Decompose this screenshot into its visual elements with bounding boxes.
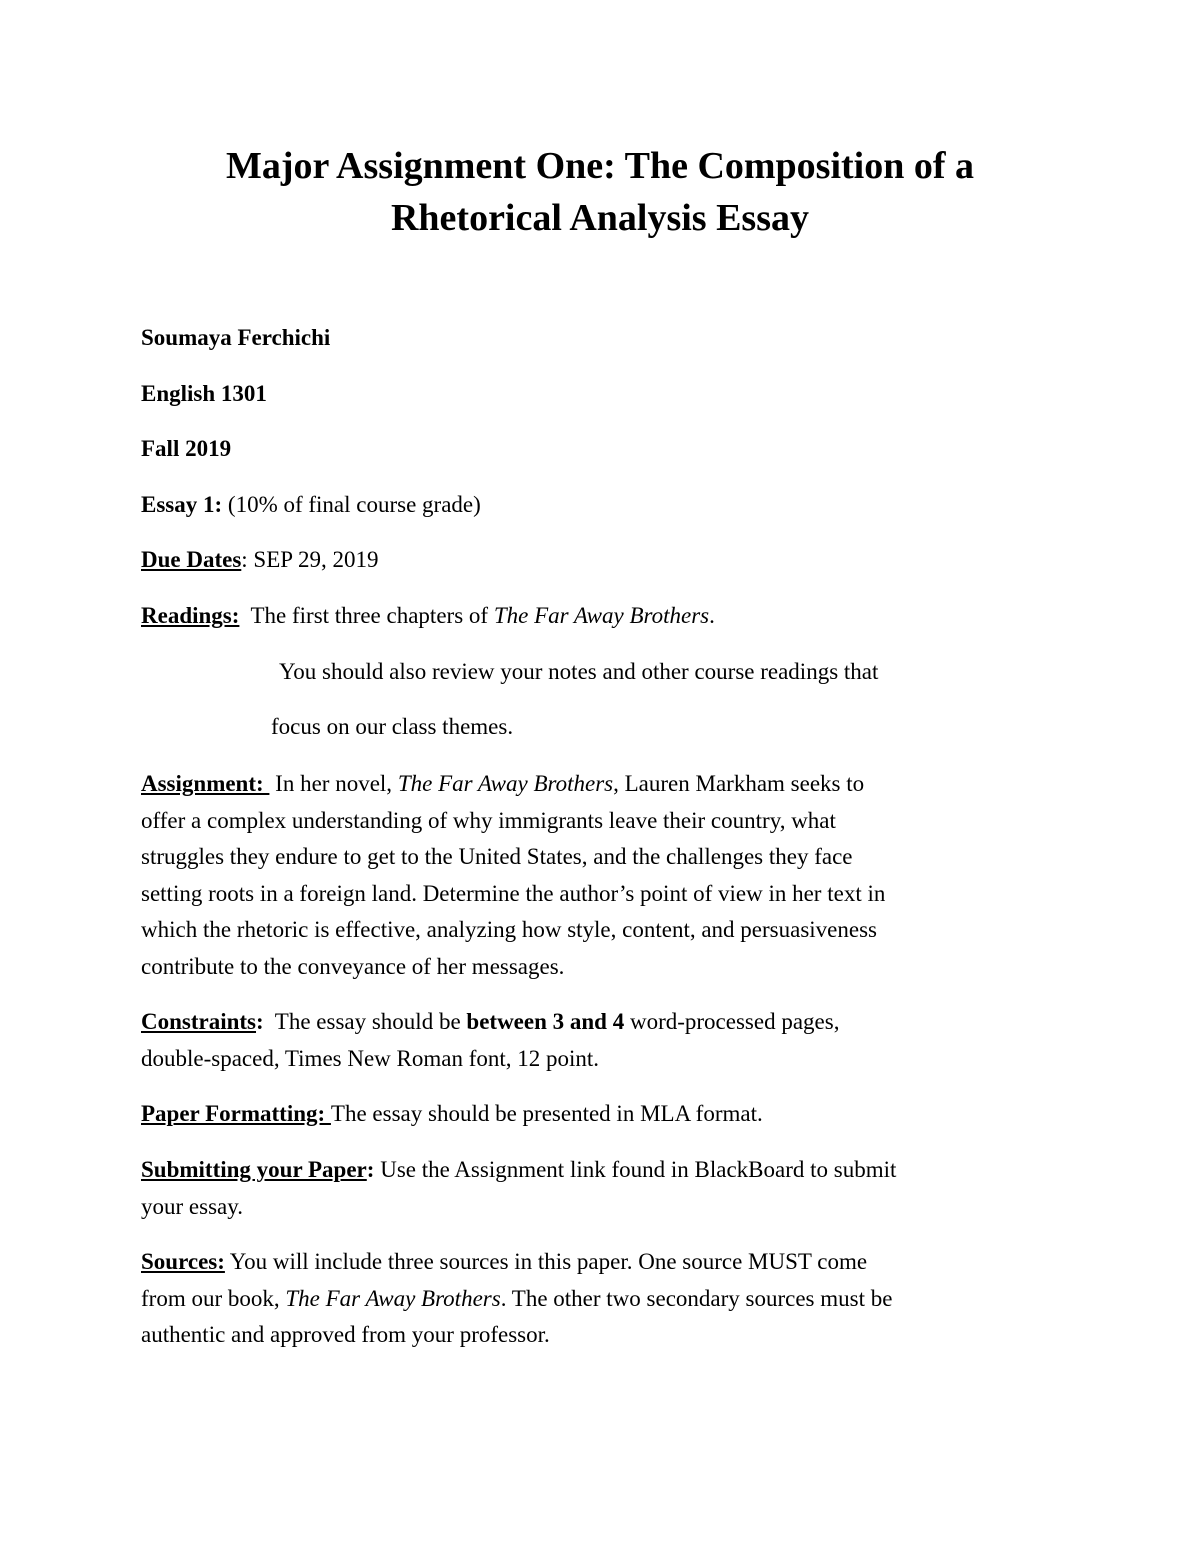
assignment-book-title: The Far Away Brothers xyxy=(397,771,614,796)
due-dates xyxy=(141,542,378,578)
readings-book-title: The Far Away Brothers xyxy=(493,603,710,628)
essay-weight: (10% of final course grade) xyxy=(222,492,481,517)
submitting-line-2: your essay. xyxy=(141,1193,243,1219)
title-line-2: Rhetorical Analysis Essay xyxy=(390,197,810,239)
formatting-label: Paper Formatting: xyxy=(141,1101,331,1126)
submitting-line-1 xyxy=(141,1152,1071,1189)
assignment-line-2: offer a complex understanding of why immigrants leave their country, what xyxy=(141,807,836,833)
constraints-line-1 xyxy=(141,1004,1071,1041)
constraints-text: The essay should be xyxy=(263,1009,467,1034)
assignment-line-5: which the rhetoric is effective, analyzing how style, content, and persuasiveness xyxy=(141,917,877,942)
assignment-line-6: contribute to the conveyance of her messages. xyxy=(141,953,565,979)
course-name: English 1301 xyxy=(141,381,267,406)
constraints-line-2: double-spaced, Times New Roman font, 12 point. xyxy=(141,1045,600,1071)
sources-line-2 xyxy=(141,1281,1071,1318)
readings-text: The first three chapters of xyxy=(239,603,494,628)
sources-book-title: The Far Away Brothers xyxy=(285,1285,501,1311)
assignment-text-end: , Lauren Markham seeks to xyxy=(613,771,865,796)
sources-label: Sources: xyxy=(141,1249,225,1274)
readings-note-line-1: You should also review your notes and other course readings that xyxy=(279,659,879,684)
due-value: : SEP 29, 2019 xyxy=(241,547,379,572)
readings-note-line-2: focus on our class themes. xyxy=(271,714,514,739)
constraints-label: Constraints xyxy=(141,1009,257,1034)
sources-line-1 xyxy=(141,1244,1071,1281)
assignment-line-4: setting roots in a foreign land. Determine the author’s point of view in her text in xyxy=(141,880,886,906)
readings-label: Readings: xyxy=(141,603,240,628)
assignment-line-1 xyxy=(141,766,1071,803)
sources-text-2: from our book, xyxy=(141,1285,286,1311)
sources-paragraph xyxy=(141,1244,1071,1354)
term: Fall 2019 xyxy=(141,436,232,461)
submitting-text: Use the Assignment link found in BlackBoard to submit xyxy=(374,1157,897,1182)
assignment-line-3: struggles they endure to get to the United States, and the challenges they face xyxy=(141,844,853,869)
readings-period: . xyxy=(709,603,715,628)
assignment-paragraph xyxy=(141,766,1071,985)
constraints-colon: : xyxy=(256,1009,264,1034)
document-title xyxy=(100,140,1100,244)
submitting-label: Submitting your Paper xyxy=(141,1157,367,1182)
assignment-text: In her novel, xyxy=(269,771,398,796)
due-label: Due Dates xyxy=(141,547,242,572)
sources-text-2-end: . The other two secondary sources must be xyxy=(500,1285,893,1311)
constraints-paragraph xyxy=(141,1004,1071,1077)
constraints-text-end: word-processed pages, xyxy=(624,1009,840,1034)
formatting-text: The essay should be presented in MLA format. xyxy=(330,1101,763,1126)
essay-info xyxy=(141,487,481,523)
readings xyxy=(141,598,715,634)
title-line-1: Major Assignment One: The Composition of a xyxy=(225,145,975,187)
submitting-colon: : xyxy=(366,1157,375,1182)
submitting-paragraph xyxy=(141,1152,1071,1225)
assignment-label: Assignment: xyxy=(141,771,270,796)
constraints-page-range: between 3 and 4 xyxy=(466,1009,625,1034)
sources-line-3: authentic and approved from your professor. xyxy=(141,1322,550,1347)
student-name: Soumaya Ferchichi xyxy=(141,325,331,350)
formatting-paragraph xyxy=(141,1096,763,1132)
essay-label: Essay 1: xyxy=(141,492,223,517)
sources-text: You will include three sources in this paper. One source MUST come xyxy=(224,1249,868,1274)
